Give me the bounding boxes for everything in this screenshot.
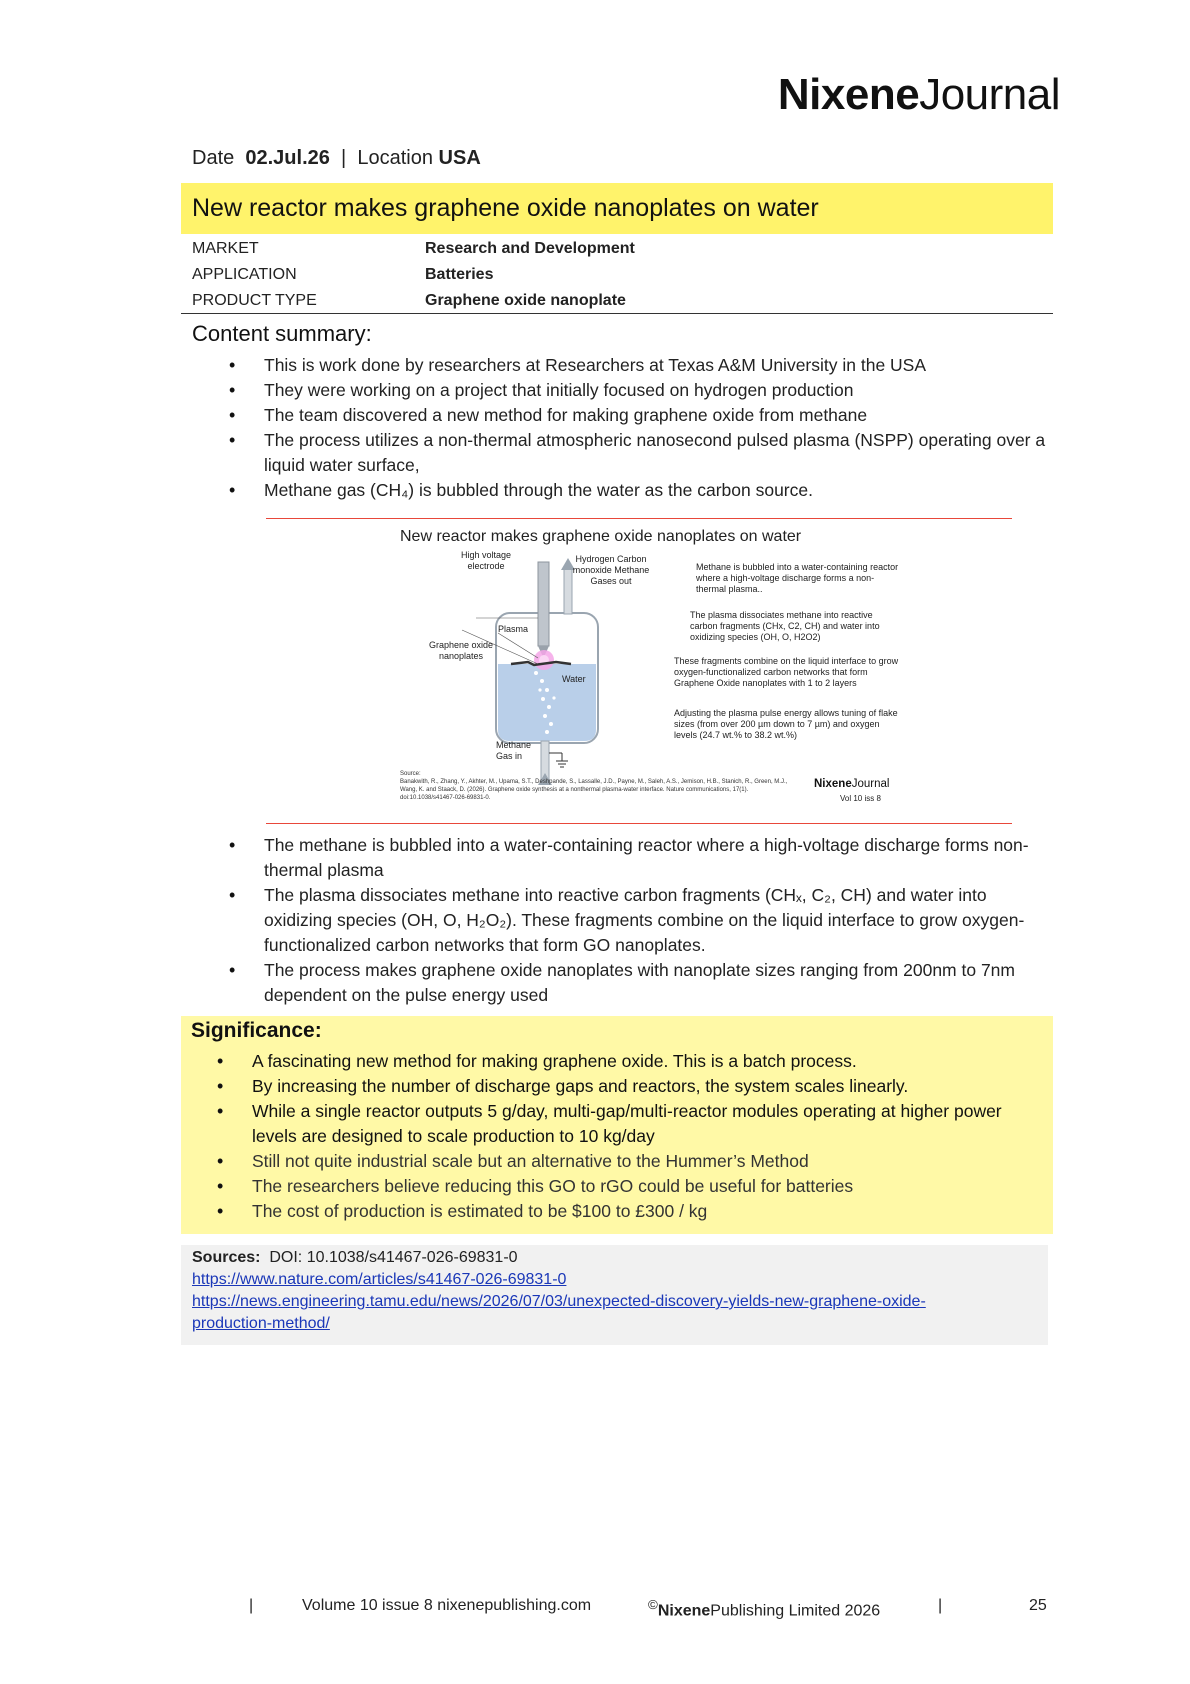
figure-note: Adjusting the plasma pulse energy allows tuning of flake sizes (from over 200 µm down to 7 µm) and oxygen levels (24.7 wt.% to 38.2 wt.%) [674,708,898,740]
meta-separator: | [341,147,347,169]
figure-source-label: Source: [400,771,421,777]
list-item: • The process makes graphene oxide nanoplates with nanoplate sizes ranging from 200nm to 7nm dependent on the pulse energy used [229,958,1049,1008]
summary-heading: Content summary: [192,321,372,346]
figure-source [400,770,800,802]
field-label: MARKET [192,240,259,257]
list-item: • While a single reactor outputs 5 g/day, multi-gap/multi-reactor modules operating at higher power levels are designed to scale production to 10 kg/day [217,1099,1037,1149]
figure-logo-bold: Nixene [814,778,852,790]
figure-logo [814,778,889,790]
list-item: • The process utilizes a non-thermal atmospheric nanosecond pulsed plasma (NSPP) operating over a liquid water surface, [229,428,1049,478]
label-nanoplates: Graphene oxide nanoplates [428,640,494,661]
significance-list [217,1049,1037,1224]
divider [181,313,1053,314]
title-band [181,183,1053,234]
list-item: • This is work done by researchers at Researchers at Texas A&M University in the USA [229,353,1049,378]
article-title: New reactor makes graphene oxide nanoplates on water [192,194,819,222]
reactor-figure [266,518,1012,828]
figure-note: The plasma dissociates methane into reactive carbon fragments (CHx, C2, CH) and water into oxidizing species (OH, O, H2O2) [690,610,880,642]
field-value: Graphene oxide nanoplate [425,292,626,309]
location-label: Location [357,147,433,169]
location-value: USA [438,147,481,169]
figure-note: These fragments combine on the liquid interface to grow oxygen-functionalized carbon networks that form Graphene Oxide nanoplates with 1 to 2 layers [674,656,899,688]
sources-doi: DOI: 10.1038/s41467-026-69831-0 [269,1249,518,1266]
label-methane-in: Methane Gas in [496,740,532,761]
copyright-bold: Nixene [657,1602,711,1620]
list-item: • The researchers believe reducing this GO to rGO could be useful for batteries [217,1174,1037,1199]
sources-line [192,1249,518,1267]
significance-box [181,1016,1053,1234]
copyright-symbol: © [648,1597,658,1612]
source-link-tamu-cont[interactable]: production-method/ [192,1315,330,1332]
sources-label: Sources: [192,1249,261,1266]
figure-note: Methane is bubbled into a water-containing reactor where a high-voltage discharge forms a non-thermal plasma.. [696,562,899,594]
label-electrode: High voltage electrode [460,550,512,571]
figure-logo-rest: Journal [851,778,890,790]
list-item: • Methane gas (CH₄) is bubbled through the water as the carbon source. [229,478,1049,503]
ground-icon [549,753,568,767]
list-item: • The team discovered a new method for making graphene oxide from methane [229,403,1049,428]
page-number: 25 [1029,1597,1047,1614]
list-item: • By increasing the number of discharge gaps and reactors, the system scales linearly. [217,1074,1037,1099]
date-label: Date [192,147,235,169]
list-item: • The methane is bubbled into a water-containing reactor where a high-voltage discharge forms non-thermal plasma [229,833,1049,883]
gas-out-tube [564,568,572,614]
list-item: • The cost of production is estimated to be $100 to £300 / kg [217,1199,1037,1224]
logo-rest: Journal [919,70,1060,119]
footer-volume: Volume 10 issue 8 nixenepublishing.com [302,1597,592,1614]
source-link-nature[interactable]: https://www.nature.com/articles/s41467-026-69831-0 [192,1271,567,1288]
figure-title: New reactor makes graphene oxide nanoplates on water [400,528,802,545]
journal-logo [778,70,1060,120]
copyright-rest: Publishing Limited 2026 [710,1602,881,1620]
footer-bar-right: | [938,1597,943,1614]
electrode [538,562,549,646]
list-item: • Still not quite industrial scale but an alternative to the Hummer’s Method [217,1149,1037,1174]
sources-box [181,1245,1048,1345]
figure-source-text: Banakwith, R., Zhang, Y., Akhter, M., Upama, S.T., Deshpande, S., Lassalle, J.D., Payne, M., Saleh, A.S., Jemison, H.B., Stanich, R., Green, M.J., Wang, K. and Staack, D. (2026). Graphene oxide synthesis at a nonthermal plasma-water interface. Nature communications, 17(1). doi:10.1038/s41467-026-69831-0. [400,779,788,801]
list-item: • They were working on a project that initially focused on hydrogen production [229,378,1049,403]
summary-list-a [229,353,1049,503]
label-plasma: Plasma [498,624,529,634]
source-link-tamu[interactable]: https://news.engineering.tamu.edu/news/2026/07/03/unexpected-discovery-yields-new-graphene-oxide- [192,1293,926,1310]
summary-list-b [229,833,1049,1008]
list-item: • A fascinating new method for making graphene oxide. This is a batch process. [217,1049,1037,1074]
label-gases-out: Hydrogen Carbon monoxide Methane Gases out [572,554,650,586]
significance-heading: Significance: [191,1019,322,1042]
field-value: Research and Development [425,240,635,257]
list-item: • The plasma dissociates methane into reactive carbon fragments (CHₓ, C₂, CH) and water into oxidizing species (OH, O, H₂O₂). These fragments combine on the liquid interface to grow oxygen-functionalized carbon networks that form GO nanoplates. [229,883,1049,958]
figure-volume: Vol 10 iss 8 [840,794,881,803]
logo-bold: Nixene [777,70,920,119]
label-water: Water [562,674,586,684]
article-meta [192,147,481,170]
field-label: PRODUCT TYPE [192,292,317,309]
date-value: 02.Jul.26 [245,147,330,169]
footer-bar-left: | [249,1597,254,1614]
field-value: Batteries [425,266,494,283]
footer-copyright [648,1597,880,1620]
field-label: APPLICATION [192,266,297,283]
